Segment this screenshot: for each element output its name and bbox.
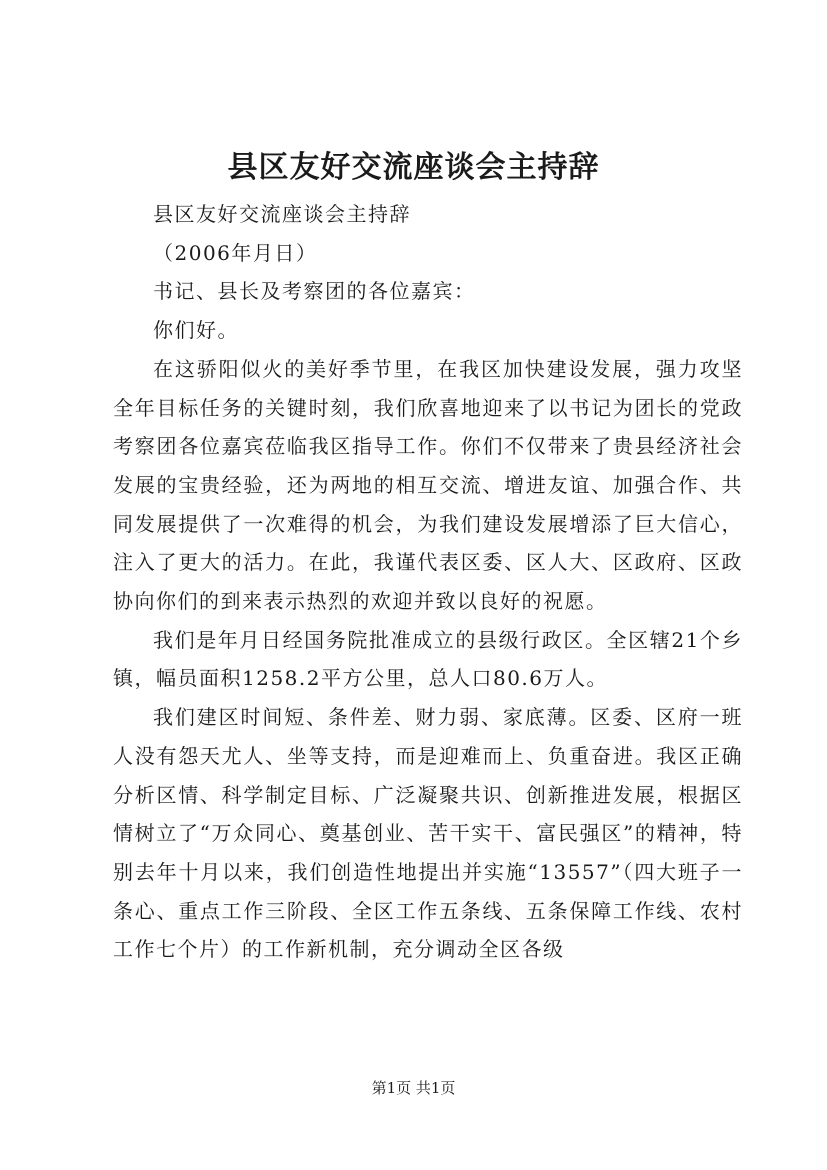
document-body (113, 195, 743, 969)
welcome-paragraph: 在这骄阳似火的美好季节里，在我区加快建设发展，强力攻坚全年目标任务的关键时刻，我们欣喜地迎来了以书记为团长的党政考察团各位嘉宾莅临我区指导工作。你们不仅带来了贵县经济社会发展的宝贵经验，还为两地的相互交流、增进友谊、加强合作、共同发展提供了一次难得的机会，为我们建设发展增添了巨大信心，注入了更大的活力。在此，我谨代表区委、区人大、区政府、区政协向你们的到来表示热烈的欢迎并致以良好的祝愿。 (113, 356, 743, 614)
date-paragraph: （2006年月日） (153, 240, 318, 265)
salutation-paragraph: 书记、县长及考察团的各位嘉宾： (153, 279, 476, 304)
page-footer: 第1页 共1页 (371, 1079, 456, 1097)
document-title: 县区友好交流座谈会主持辞 (227, 150, 600, 185)
district-intro-paragraph: 我们是年月日经国务院批准成立的县级行政区。全区辖21个乡镇，幅员面积1258.2平方公里，总人口80.6万人。 (113, 627, 743, 691)
development-paragraph: 我们建区时间短、条件差、财力弱、家底薄。区委、区府一班人没有怨天尤人、坐等支持，而是迎难而上、负重奋进。我区正确分析区情、科学制定目标、广泛凝聚共识、创新推进发展，根据区情树立了“万众同心、奠基创业、苦干实干、富民强区”的精神，特别去年十月以来，我们创造性地提出并实施“13557”（四大班子一条心、重点工作三阶段、全区工作五条线、五条保障工作线、农村工作七个片）的工作新机制，充分调动全区各级 (113, 705, 743, 962)
subtitle-paragraph: 县区友好交流座谈会主持辞 (153, 202, 411, 226)
greeting-paragraph: 你们好。 (153, 318, 239, 343)
